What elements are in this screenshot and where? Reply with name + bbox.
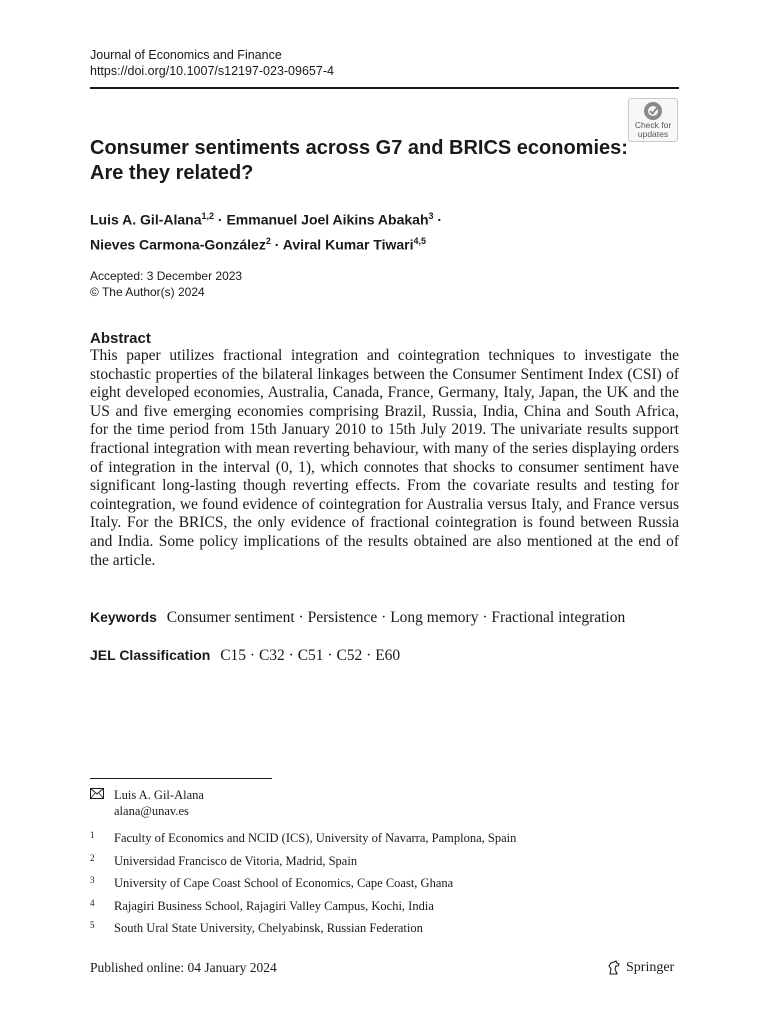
affiliation-text: Faculty of Economics and NCID (ICS), University of Navarra, Pamplona, Spain bbox=[114, 831, 517, 845]
affiliation-number: 4 bbox=[90, 897, 95, 908]
publisher-logo bbox=[606, 958, 674, 978]
corresponding-author-name: Luis A. Gil-Alana bbox=[114, 788, 204, 802]
affiliation-item bbox=[90, 874, 516, 897]
author-affiliation-sup: 3 bbox=[428, 211, 434, 221]
author-list bbox=[90, 206, 650, 255]
author-name[interactable]: Aviral Kumar Tiwari bbox=[282, 236, 414, 253]
doi-link[interactable]: https://doi.org/10.1007/s12197-023-09657-4 bbox=[90, 64, 334, 78]
author-separator: · bbox=[274, 236, 280, 253]
journal-name: Journal of Economics and Finance bbox=[90, 48, 282, 62]
jel-codes: C15 · C32 · C51 · C52 · E60 bbox=[220, 647, 401, 664]
author-separator: · bbox=[217, 211, 223, 228]
affiliation-text: South Ural State University, Chelyabinsk, Russian Federation bbox=[114, 921, 423, 935]
affiliation-number: 5 bbox=[90, 920, 95, 930]
author-separator: · bbox=[437, 211, 443, 228]
author-affiliation-sup: 1,2 bbox=[201, 211, 215, 221]
envelope-icon bbox=[90, 788, 104, 799]
keywords-section bbox=[90, 607, 690, 628]
affiliation-text: University of Cape Coast School of Economics, Cape Coast, Ghana bbox=[114, 876, 454, 890]
affiliation-item bbox=[90, 919, 516, 942]
check-for-updates-badge[interactable] bbox=[628, 98, 678, 142]
check-for-updates-icon bbox=[642, 101, 664, 121]
published-online-date: Published online: 04 January 2024 bbox=[90, 960, 277, 975]
keywords-label: Keywords bbox=[90, 609, 157, 625]
keywords-list: Consumer sentiment · Persistence · Long memory · Fractional integration bbox=[166, 609, 626, 626]
publisher-name: Springer bbox=[626, 960, 675, 975]
affiliation-number: 2 bbox=[90, 852, 95, 863]
accepted-date: Accepted: 3 December 2023 bbox=[90, 269, 243, 283]
affiliation-item bbox=[90, 897, 516, 920]
author-name[interactable]: Nieves Carmona-González bbox=[90, 236, 266, 253]
author-name[interactable]: Emmanuel Joel Aikins Abakah bbox=[226, 211, 429, 228]
jel-section bbox=[90, 645, 400, 666]
header-divider bbox=[90, 87, 679, 89]
copyright-notice: © The Author(s) 2024 bbox=[90, 285, 205, 299]
footnote-divider bbox=[90, 778, 272, 779]
affiliation-text: Universidad Francisco de Vitoria, Madrid, Spain bbox=[114, 853, 358, 868]
author-affiliation-sup: 4,5 bbox=[413, 235, 427, 246]
abstract-text: This paper utilizes fractional integration and cointegration techniques to investigate the stochastic properties of the bilateral linkages between the Consumer Sentiment Index (CSI) of eight developed economies, Australia, Canada, France, Germany, Italy, Japan, the UK and the US and five emerging economies comprising Brazil, Russia, India, China and South Africa, for the time period from 15th January 2010 to 15th July 2019. The univariate results support fractional integration with mean reverting behaviour, with many of the series displaying orders of integration in the interval (0, 1), which connotes that shocks to consumer sentiment have significant long-lasting though reverting effects. From the covariate results and testing for cointegration, we found evidence of cointegration for Australia versus Italy, and France versus Italy. For the BRICS, the only evidence of fractional cointegration is found between Russia and India. Some policy implications of the results obtained are also mentioned at the end of the article. bbox=[90, 347, 679, 569]
affiliation-list bbox=[90, 829, 516, 942]
badge-label-2: updates bbox=[637, 129, 669, 139]
badge-label-1: Check for bbox=[634, 120, 672, 130]
correspondence-block bbox=[90, 787, 204, 819]
affiliation-text: Rajagiri Business School, Rajagiri Valley Campus, Kochi, India bbox=[114, 898, 434, 913]
affiliation-number: 1 bbox=[90, 830, 95, 840]
paper-title: Consumer sentiments across G7 and BRICS economies: Are they related? bbox=[90, 137, 628, 184]
springer-horse-icon bbox=[606, 960, 622, 976]
jel-label: JEL Classification bbox=[90, 647, 211, 663]
author-name[interactable]: Luis A. Gil-Alana bbox=[90, 211, 202, 228]
affiliation-item bbox=[90, 829, 516, 852]
corresponding-author-email[interactable]: alana@unav.es bbox=[114, 804, 189, 818]
author-affiliation-sup: 2 bbox=[265, 235, 271, 246]
publication-dates bbox=[90, 268, 242, 300]
affiliation-item bbox=[90, 852, 516, 875]
journal-header bbox=[90, 47, 334, 79]
affiliation-number: 3 bbox=[90, 875, 95, 885]
abstract-heading: Abstract bbox=[90, 330, 151, 347]
